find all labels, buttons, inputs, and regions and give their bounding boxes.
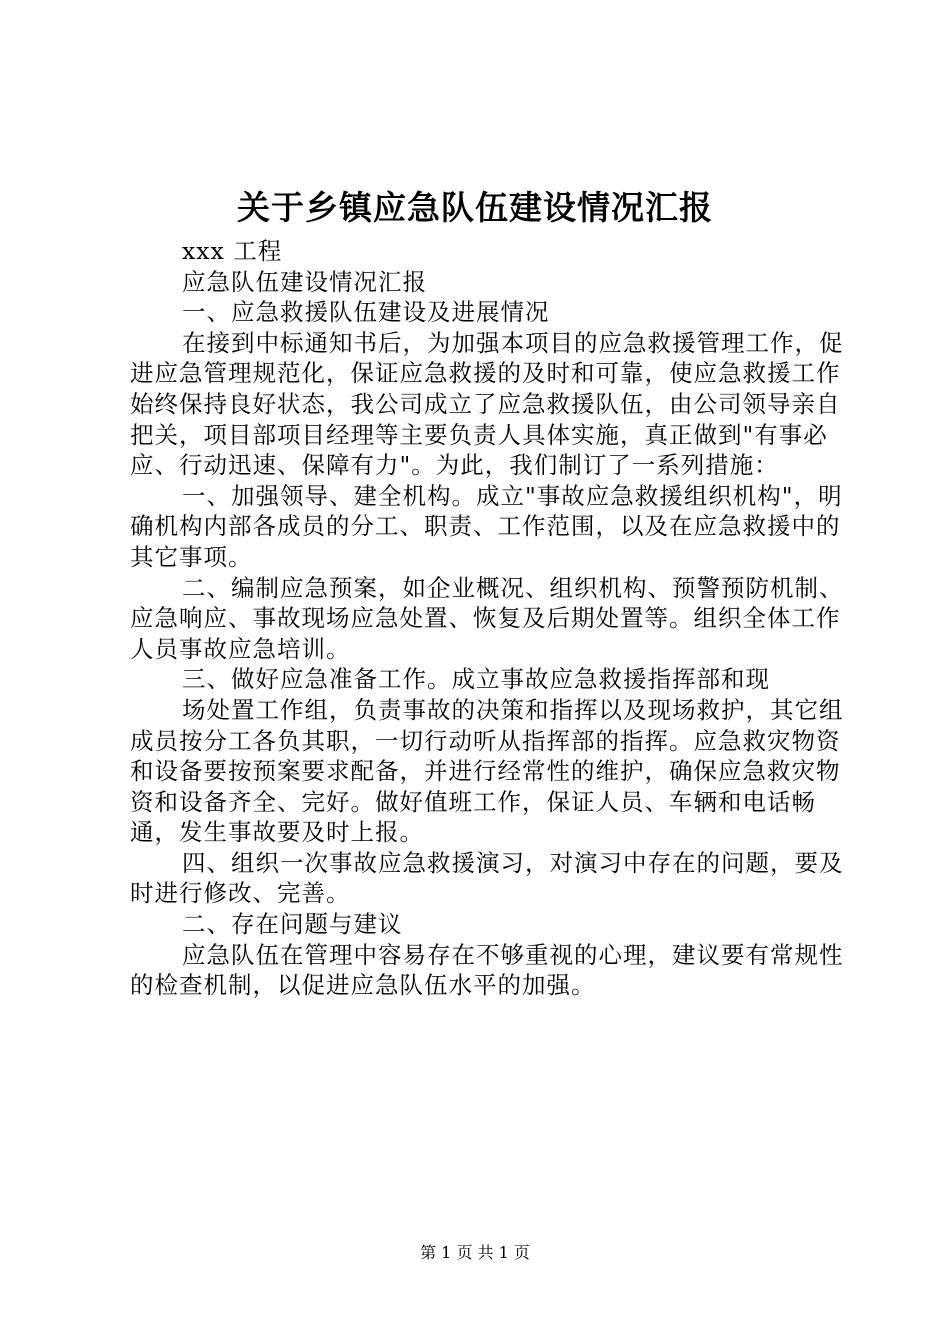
page-footer: 第 1 页 共 1 页 <box>420 1243 530 1262</box>
paragraph-measure-3-continued: 场处置工作组，负责事故的决策和指挥以及现场救护，其它组成员按分工各负其职，一切行动听从指挥部的指挥。应急救灾物资和设备要按预案要求配备，并进行经常性的维护，确保应急救灾物资和设备齐全、完好。做好值班工作，保证人员、车辆和电话畅通，发生事故要及时上报。 <box>130 695 844 847</box>
paragraph-measure-3: 三、做好应急准备工作。成立事故应急救援指挥部和现 <box>182 665 770 694</box>
paragraph-project-name: xxx 工程 <box>182 237 283 265</box>
paragraph-suggestion: 应急队伍在管理中容易存在不够重视的心理，建议要有常规性的检查机制，以促进应急队伍水平的加强。 <box>130 940 844 1000</box>
paragraph-report-name: 应急队伍建设情况汇报 <box>182 267 427 296</box>
heading-section-1: 一、应急救援队伍建设及进展情况 <box>182 298 550 327</box>
paragraph-intro: 在接到中标通知书后，为加强本项目的应急救援管理工作，促进应急管理规范化，保证应急救援的及时和可靠，使应急救援工作始终保持良好状态，我公司成立了应急救援队伍，由公司领导亲自把关，项目部项目经理等主要负责人具体实施，真正做到"有事必应、行动迅速、保障有力"。为此，我们制订了一系列措施： <box>130 328 844 480</box>
paragraph-measure-1: 一、加强领导、建全机构。成立"事故应急救援组织机构"，明确机构内部各成员的分工、职责、工作范围，以及在应急救援中的其它事项。 <box>130 481 843 571</box>
document-body <box>130 236 850 1001</box>
paragraph-measure-2: 二、编制应急预案，如企业概况、组织机构、预警预防机制、应急响应、事故现场应急处置、恢复及后期处置等。组织全体工作人员事故应急培训。 <box>130 573 844 663</box>
paragraph-measure-4: 四、组织一次事故应急救援演习，对演习中存在的问题，要及时进行修改、完善。 <box>130 848 844 908</box>
heading-section-2: 二、存在问题与建议 <box>182 910 403 939</box>
document-title: 关于乡镇应急队伍建设情况汇报 <box>237 188 713 227</box>
